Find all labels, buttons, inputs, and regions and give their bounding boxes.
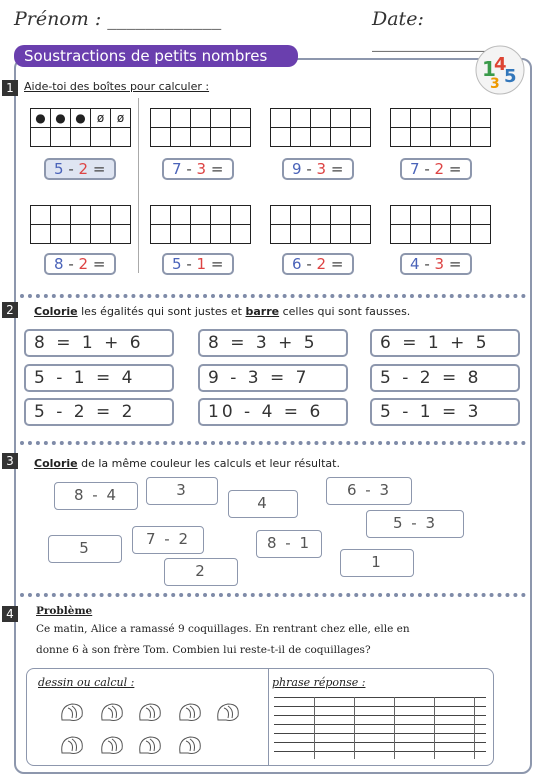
section-number-1: 1 [2,80,18,96]
equality-3[interactable]: 6 = 1 + 5 [370,329,520,357]
operation-8[interactable]: 4 - 3 = [400,253,472,275]
column-divider [138,98,139,273]
ten-frame-3[interactable] [270,108,371,147]
equality-9[interactable]: 5 - 1 = 3 [370,398,520,426]
equality-6[interactable]: 5 - 2 = 8 [370,364,520,392]
instr-end: celles qui sont fausses. [279,305,411,318]
operation-5[interactable]: 8 - 2 = [44,253,116,275]
numbers-logo-icon [474,44,526,96]
calc-card-9[interactable]: 2 [164,558,238,586]
answer-label: phrase réponse : [272,676,366,689]
problem-text-line1: Ce matin, Alice a ramassé 9 coquillages. En rentrant chez elle, elle en [36,623,410,635]
instr-colorie: Colorie [34,457,78,470]
shell-icon [58,700,86,724]
instr-colorie: Colorie [34,305,78,318]
shell-icon [136,733,164,757]
shell-icon [98,700,126,724]
shell-icon [176,700,204,724]
calc-card-7[interactable]: 5 [48,535,122,563]
calc-card-4[interactable]: 4 [228,490,298,518]
shell-icon [136,700,164,724]
equality-5[interactable]: 9 - 3 = 7 [198,364,348,392]
equality-7[interactable]: 5 - 2 = 2 [24,398,174,426]
ten-frame-5[interactable] [30,205,131,244]
problem-text-line2: donne 6 à son frère Tom. Combien lui reste-t-il de coquillages? [36,644,371,656]
worksheet-title: Soustractions de petits nombres [14,45,298,67]
operation-2[interactable]: 7 - 3 = [162,158,234,180]
equality-4[interactable]: 5 - 1 = 4 [24,364,174,392]
operation-7[interactable]: 6 - 2 = [282,253,354,275]
svg-text:4: 4 [494,54,507,75]
section-divider [20,593,526,597]
operation-1[interactable]: 5 - 2 = [44,158,116,180]
section-number-3: 3 [2,453,18,469]
calc-card-2[interactable]: 3 [146,477,218,505]
instr-barre: barre [245,305,280,318]
shell-icon [98,733,126,757]
svg-text:5: 5 [504,66,517,87]
equality-8[interactable]: 10 - 4 = 6 [198,398,348,426]
section-divider [20,441,526,445]
instr-mid: les égalités qui sont justes et [77,305,246,318]
equality-2[interactable]: 8 = 3 + 5 [198,329,348,357]
shell-icon [176,733,204,757]
calc-card-6[interactable]: 7 - 2 [132,526,204,554]
section-divider [20,294,526,298]
section2-instruction [34,305,410,318]
section3-instruction [34,457,340,470]
ten-frame-8[interactable] [390,205,491,244]
writing-lines[interactable] [274,697,486,759]
ten-frame-2[interactable] [150,108,251,147]
prenom-label: Prénom : ____________ [14,8,222,30]
problem-label: Problème [36,605,93,617]
calc-card-10[interactable]: 1 [340,549,414,577]
ten-frame-7[interactable] [270,205,371,244]
instr-rest: de la même couleur les calculs et leur résultat. [77,457,340,470]
ten-frame-1[interactable]: ● ● ● ø ø [30,108,131,147]
equality-1[interactable]: 8 = 1 + 6 [24,329,174,357]
section1-instruction: Aide-toi des boîtes pour calculer : [24,80,210,93]
ten-frame-6[interactable] [150,205,251,244]
answer-divider [268,668,269,766]
shell-icon [214,700,242,724]
svg-text:3: 3 [490,76,500,92]
date-label: Date: ____________ [372,8,486,52]
drawing-label: dessin ou calcul : [38,676,135,689]
ten-frame-4[interactable] [390,108,491,147]
section-number-4: 4 [2,606,18,622]
calc-card-3[interactable]: 6 - 3 [326,477,412,505]
calc-card-5[interactable]: 5 - 3 [366,510,464,538]
calc-card-8[interactable]: 8 - 1 [256,530,322,558]
operation-6[interactable]: 5 - 1 = [162,253,234,275]
shell-icon [58,733,86,757]
section-number-2: 2 [2,302,18,318]
svg-text:1: 1 [482,57,496,81]
operation-3[interactable]: 9 - 3 = [282,158,354,180]
calc-card-1[interactable]: 8 - 4 [54,482,138,510]
operation-4[interactable]: 7 - 2 = [400,158,472,180]
